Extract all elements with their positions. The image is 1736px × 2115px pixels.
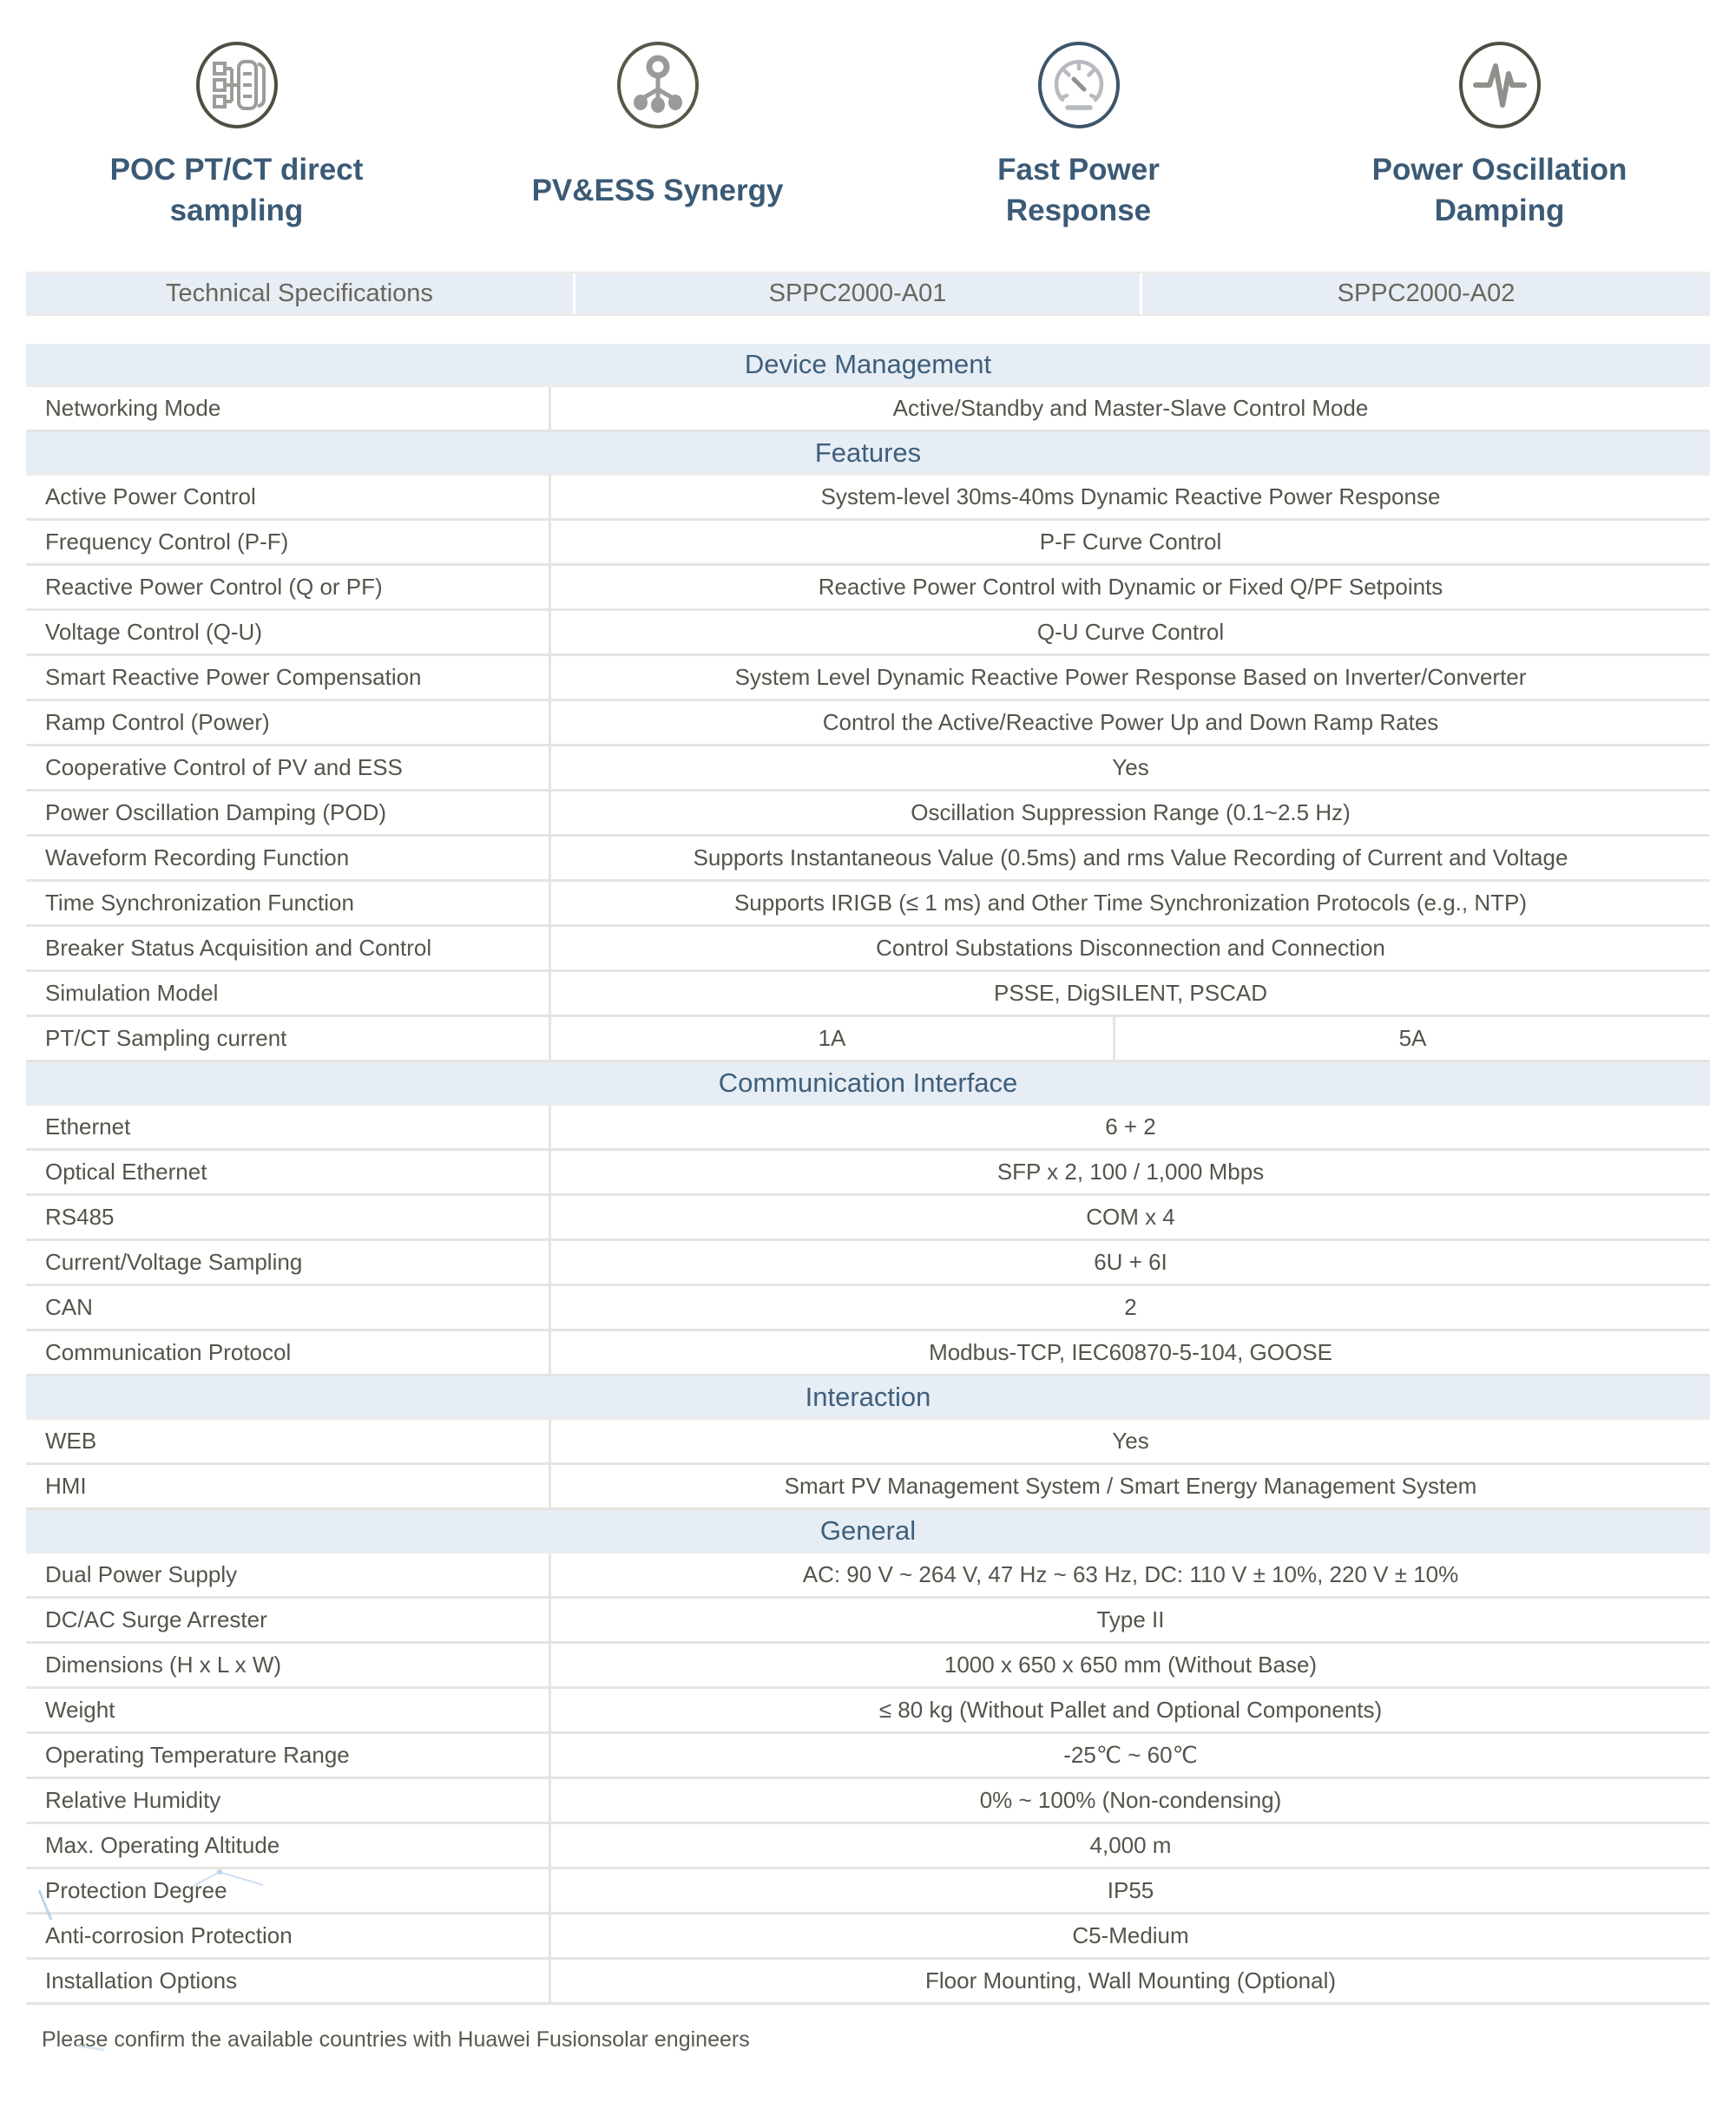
spec-label: Power Oscillation Damping (POD)	[26, 791, 551, 834]
feature-label-line2: Damping	[1434, 194, 1565, 227]
feature-label-line1: PV&ESS Synergy	[531, 173, 784, 207]
spec-value: 6 + 2	[1105, 1113, 1156, 1140]
section-header-features: Features	[26, 432, 1710, 476]
spec-label: Optical Ethernet	[26, 1151, 551, 1193]
spec-row-rs485	[26, 1196, 1710, 1241]
spec-label: Simulation Model	[26, 972, 551, 1015]
feature-item-fast-power-response	[868, 39, 1289, 233]
feature-label	[997, 147, 1160, 233]
spec-value: Reactive Power Control with Dynamic or Fixed Q/PF Setpoints	[818, 574, 1443, 600]
spec-label: RS485	[26, 1196, 551, 1238]
spec-value: Supports Instantaneous Value (0.5ms) and rms Value Recording of Current and Voltage	[693, 844, 1568, 870]
spec-value: PSSE, DigSILENT, PSCAD	[994, 980, 1267, 1006]
spec-value: Control the Active/Reactive Power Up and Down Ramp Rates	[822, 709, 1439, 735]
spec-value: Yes	[1112, 754, 1149, 780]
spec-row-current-voltage-sampling	[26, 1241, 1710, 1286]
spec-value: ≤ 80 kg (Without Pallet and Optional Components)	[878, 1697, 1383, 1723]
spec-sections	[26, 344, 1710, 2005]
spec-label: Smart Reactive Power Compensation	[26, 656, 551, 699]
feature-label	[532, 147, 784, 233]
spec-label: Operating Temperature Range	[26, 1734, 551, 1777]
spec-value: COM x 4	[1086, 1204, 1175, 1230]
section-header-general: General	[26, 1510, 1710, 1553]
spec-row-active-power-control	[26, 476, 1710, 521]
spec-value: Type II	[1096, 1606, 1165, 1632]
spec-row-web	[26, 1420, 1710, 1465]
spec-row-power-oscillation-damping-pod	[26, 791, 1710, 837]
spec-row-installation-options	[26, 1960, 1710, 2005]
spec-label: Current/Voltage Sampling	[26, 1241, 551, 1284]
spec-row-hmi	[26, 1465, 1710, 1510]
spec-value-col2: 5A	[1398, 1025, 1427, 1051]
spec-value: 6U + 6I	[1094, 1249, 1167, 1275]
spec-value: Supports IRIGB (≤ 1 ms) and Other Time Synchronization Protocols (e.g., NTP)	[733, 890, 1528, 916]
datasheet-page	[0, 39, 1736, 2053]
spec-label: Active Power Control	[26, 476, 551, 518]
spec-value: IP55	[1107, 1877, 1154, 1903]
header-technical-specifications: Technical Specifications	[26, 273, 573, 314]
spec-label: Ethernet	[26, 1106, 551, 1148]
spec-row-protection-degree	[26, 1869, 1710, 1915]
feature-item-poc-sampling	[26, 39, 447, 233]
feature-label-line1: Fast Power	[997, 153, 1160, 187]
spec-row-weight	[26, 1689, 1710, 1734]
spec-value: Yes	[1112, 1428, 1149, 1454]
spec-row-voltage-control-q-u	[26, 611, 1710, 656]
spec-row-cooperative-control-of-pv-and-ess	[26, 746, 1710, 791]
footer-note: Please confirm the available countries with Huawei Fusionsolar engineers	[42, 2027, 750, 2052]
spec-value: -25℃ ~ 60℃	[1063, 1742, 1198, 1768]
spec-value: System Level Dynamic Reactive Power Response Based on Inverter/Converter	[734, 664, 1527, 690]
spec-row-dimensions-h-x-l-x-w	[26, 1644, 1710, 1689]
spec-row-dual-power-supply	[26, 1553, 1710, 1599]
spec-row-max-operating-altitude	[26, 1824, 1710, 1869]
spec-row-communication-protocol	[26, 1331, 1710, 1376]
spec-label: Max. Operating Altitude	[26, 1824, 551, 1867]
feature-label	[1372, 147, 1628, 233]
spec-label: Dual Power Supply	[26, 1553, 551, 1596]
spec-row-smart-reactive-power-compensation	[26, 656, 1710, 701]
spec-table	[26, 272, 1710, 2005]
header-model-a01: SPPC2000-A01	[575, 273, 1140, 314]
spec-value: SFP x 2, 100 / 1,000 Mbps	[996, 1159, 1265, 1185]
spec-value: 4,000 m	[1089, 1832, 1172, 1858]
spec-row-ramp-control-power	[26, 701, 1710, 746]
spec-value: AC: 90 V ~ 264 V, 47 Hz ~ 63 Hz, DC: 110 V ± 10%, 220 V ± 10%	[802, 1561, 1459, 1587]
spec-value: P-F Curve Control	[1039, 529, 1222, 555]
spec-value: System-level 30ms-40ms Dynamic Reactive Power Response	[820, 483, 1441, 509]
spec-label: WEB	[26, 1420, 551, 1462]
spec-label: Anti-corrosion Protection	[26, 1915, 551, 1957]
spec-value: Modbus-TCP, IEC60870-5-104, GOOSE	[929, 1339, 1332, 1365]
spec-label: Breaker Status Acquisition and Control	[26, 927, 551, 969]
spec-row-reactive-power-control-q-or-pf	[26, 566, 1710, 611]
gauge-icon	[1036, 39, 1122, 131]
spec-label: Dimensions (H x L x W)	[26, 1644, 551, 1686]
spec-value: Smart PV Management System / Smart Energy Management System	[784, 1473, 1477, 1499]
spec-label: Ramp Control (Power)	[26, 701, 551, 744]
spec-label: DC/AC Surge Arrester	[26, 1599, 551, 1641]
spec-row-waveform-recording-function	[26, 837, 1710, 882]
feature-item-pv-ess-synergy	[447, 39, 868, 233]
section-header-device-management: Device Management	[26, 344, 1710, 387]
pulse-damping-icon	[1457, 39, 1543, 131]
section-header-communication-interface: Communication Interface	[26, 1062, 1710, 1106]
spec-row-anti-corrosion-protection	[26, 1915, 1710, 1960]
spec-label: Networking Mode	[26, 387, 551, 430]
spec-row-optical-ethernet	[26, 1151, 1710, 1196]
spec-label: CAN	[26, 1286, 551, 1329]
spec-row-time-synchronization-function	[26, 882, 1710, 927]
spec-label: Weight	[26, 1689, 551, 1731]
header-model-a02: SPPC2000-A02	[1142, 273, 1710, 314]
spec-row-pt-ct-sampling-current	[26, 1017, 1710, 1062]
spec-label: HMI	[26, 1465, 551, 1507]
spec-value-col1: 1A	[551, 1017, 1115, 1060]
spec-label: Reactive Power Control (Q or PF)	[26, 566, 551, 608]
spec-label: Protection Degree	[26, 1869, 551, 1912]
spec-value: Oscillation Suppression Range (0.1~2.5 Hz)	[911, 799, 1351, 825]
spec-label: Cooperative Control of PV and ESS	[26, 746, 551, 789]
poc-sampling-icon	[194, 39, 280, 131]
spec-label: Communication Protocol	[26, 1331, 551, 1374]
spec-value: 2	[1124, 1294, 1137, 1320]
pv-ess-synergy-icon	[615, 39, 701, 131]
spec-label: Installation Options	[26, 1960, 551, 2002]
spec-row-breaker-status-acquisition-and-control	[26, 927, 1710, 972]
spec-row-can	[26, 1286, 1710, 1331]
feature-label	[110, 147, 364, 233]
spec-row-frequency-control-p-f	[26, 521, 1710, 566]
spec-label: Waveform Recording Function	[26, 837, 551, 879]
spec-row-operating-temperature-range	[26, 1734, 1710, 1779]
spec-value: Control Substations Disconnection and Connection	[876, 935, 1385, 961]
spec-label: Voltage Control (Q-U)	[26, 611, 551, 654]
spec-value: Active/Standby and Master-Slave Control Mode	[892, 395, 1369, 421]
spec-row-relative-humidity	[26, 1779, 1710, 1824]
feature-label-line1: POC PT/CT direct	[109, 153, 364, 187]
table-header-row	[26, 272, 1710, 316]
section-header-interaction: Interaction	[26, 1376, 1710, 1420]
spec-row-dc-ac-surge-arrester	[26, 1599, 1710, 1644]
spec-row-ethernet	[26, 1106, 1710, 1151]
spec-value: Q-U Curve Control	[1036, 619, 1225, 645]
spec-value: C5-Medium	[1072, 1922, 1189, 1948]
spec-label: PT/CT Sampling current	[26, 1017, 551, 1060]
spec-value: Floor Mounting, Wall Mounting (Optional)	[924, 1967, 1336, 1993]
spec-row-networking-mode	[26, 387, 1710, 432]
feature-label-line2: sampling	[169, 194, 304, 227]
spec-label: Frequency Control (P-F)	[26, 521, 551, 563]
spec-label: Relative Humidity	[26, 1779, 551, 1822]
feature-item-power-oscillation-damping	[1289, 39, 1710, 233]
spec-row-simulation-model	[26, 972, 1710, 1017]
spec-value: 1000 x 650 x 650 mm (Without Base)	[944, 1652, 1318, 1678]
feature-label-line2: Response	[1005, 194, 1152, 227]
feature-label-line1: Power Oscillation	[1371, 153, 1628, 187]
spec-value: 0% ~ 100% (Non-condensing)	[979, 1787, 1282, 1813]
spec-label: Time Synchronization Function	[26, 882, 551, 924]
feature-highlights	[26, 39, 1710, 233]
